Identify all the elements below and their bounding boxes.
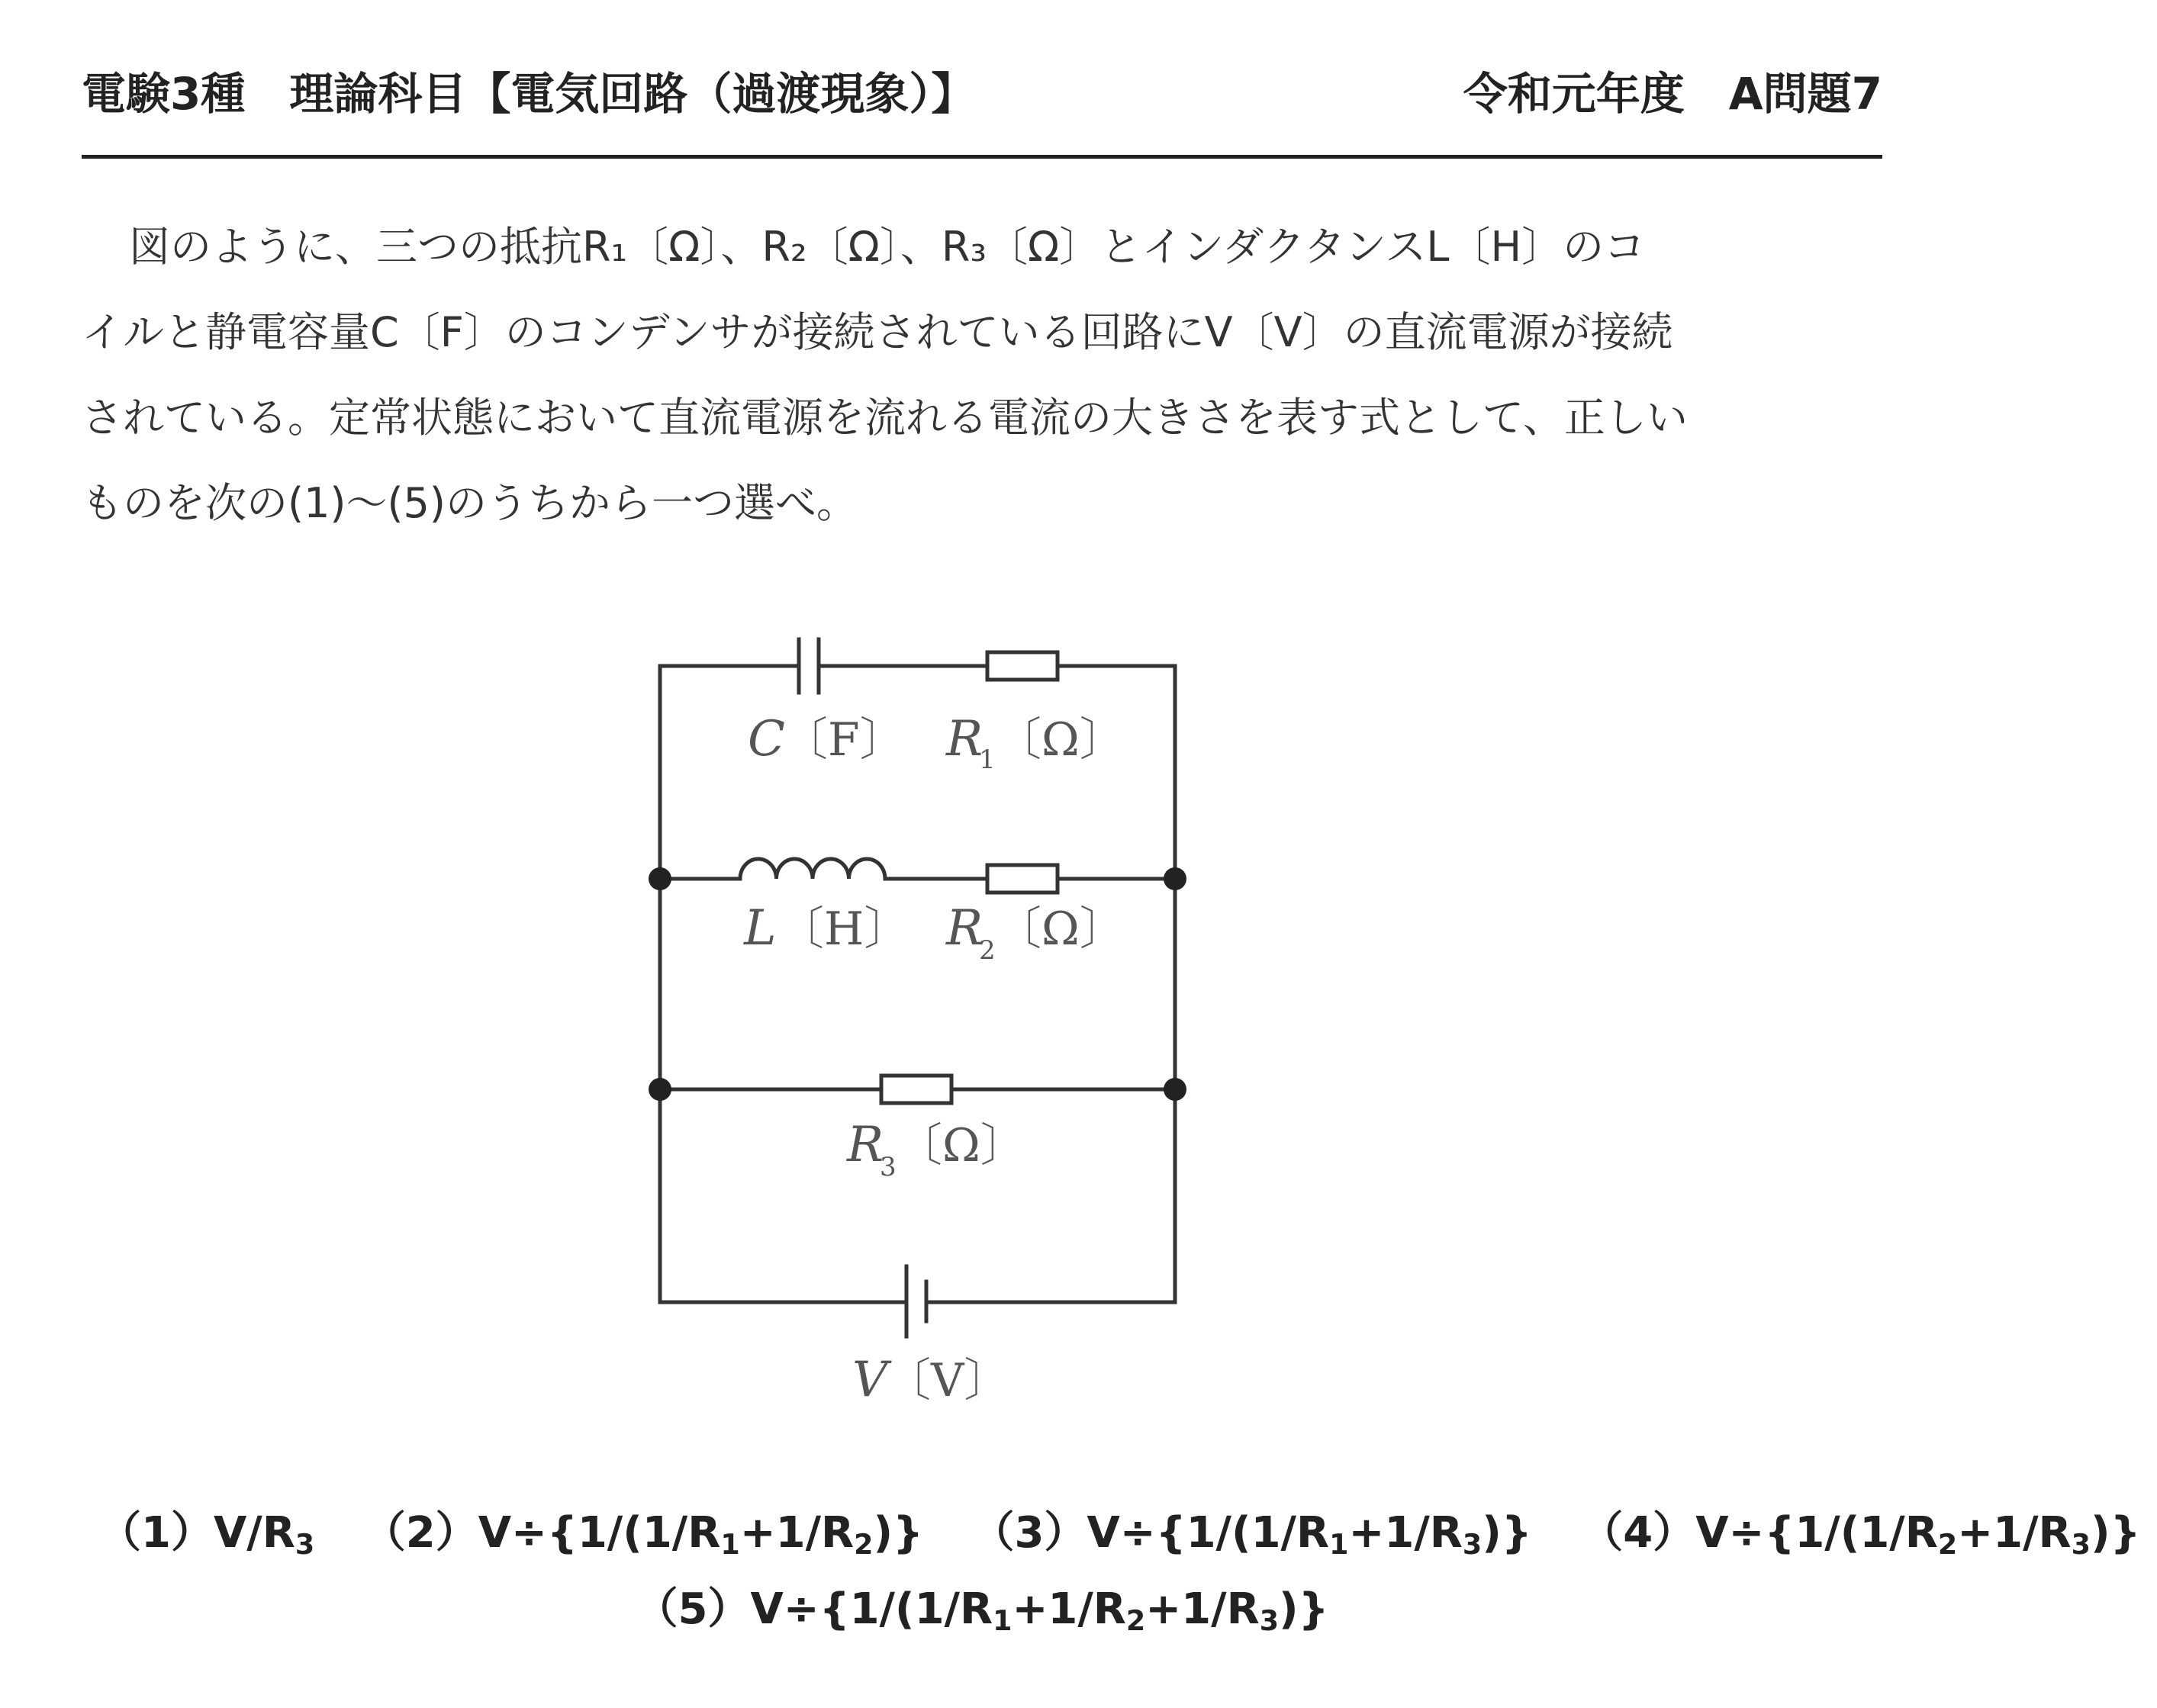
choice-number: （1） [98, 1508, 214, 1558]
choice-number: （5） [635, 1584, 751, 1634]
choice-number: （2） [362, 1508, 478, 1558]
inductor-label: L [744, 900, 777, 957]
source-label: V [852, 1352, 888, 1408]
answer-choices [82, 1495, 2141, 1648]
source-unit-label: 〔V〕 [885, 1354, 1010, 1407]
r3-unit-label: 〔Ω〕 [897, 1119, 1026, 1172]
choice-expression-part: V÷{1/(1/R [478, 1508, 721, 1558]
junction-dot-left-r3 [649, 1078, 671, 1101]
subscript: 2 [1937, 1528, 1958, 1562]
choice-expression-part: V÷{1/(1/R [1695, 1508, 1938, 1558]
choice-expression-part: +1/R [1957, 1508, 2072, 1558]
r1-label: R [946, 711, 984, 767]
page-header [82, 60, 1882, 128]
subscript: 3 [1259, 1604, 1280, 1638]
exam-reference: 令和元年度 A問題7 [1463, 68, 1882, 120]
subscript: 2 [1125, 1604, 1146, 1638]
r3-label: R [847, 1117, 884, 1173]
capacitor-label: C [748, 711, 785, 767]
choice-row-1 [82, 1495, 2141, 1571]
choice-expression-part: V/R [213, 1508, 295, 1558]
choice-expression-part: +1/R [739, 1508, 855, 1558]
subscript: 1 [1329, 1528, 1349, 1562]
choice-number: （4） [1580, 1508, 1696, 1558]
choice-expression-part: )} [1482, 1508, 1532, 1558]
inductor-unit-label: 〔H〕 [778, 902, 910, 956]
r2-subscript: 2 [979, 935, 996, 966]
choice-3 [971, 1495, 1531, 1583]
resistor-r2-symbol [987, 865, 1058, 893]
capacitor-unit-label: 〔F〕 [782, 713, 906, 767]
choice-expression-part: )} [1279, 1584, 1329, 1634]
r2-label: R [946, 900, 984, 957]
junction-dot-right-mid [1164, 867, 1186, 890]
choice-expression-part: V÷{1/(1/R [750, 1584, 993, 1634]
choice-1 [98, 1495, 314, 1583]
choice-expression-part: )} [2091, 1508, 2141, 1558]
resistor-r3-symbol [881, 1076, 951, 1103]
inductor-coil-symbol [740, 859, 885, 879]
header-divider [82, 155, 1882, 159]
subject-title: 電験3種 理論科目【電気回路（過渡現象）】 [82, 68, 976, 120]
r1-unit-label: 〔Ω〕 [996, 713, 1125, 767]
choice-expression-part: +1/R [1012, 1584, 1126, 1634]
choice-2 [363, 1495, 923, 1583]
resistor-r1-symbol [987, 652, 1058, 680]
junction-dot-left-mid [649, 867, 671, 890]
subscript: 1 [720, 1528, 740, 1562]
problem-line-4: ものを次の(1)〜(5)のうちから一つ選べ。 [82, 479, 858, 527]
subscript: 2 [854, 1528, 874, 1562]
choice-expression-part: V÷{1/(1/R [1087, 1508, 1330, 1558]
problem-line-2: イルと静電容量C〔F〕のコンデンサが接続されている回路にV〔V〕の直流電源が接続 [82, 308, 1673, 356]
choice-5 [635, 1571, 1328, 1659]
subscript: 3 [295, 1528, 315, 1562]
subscript: 1 [993, 1604, 1013, 1638]
junction-dot-right-r3 [1164, 1078, 1186, 1101]
choice-expression-part: )} [873, 1508, 923, 1558]
subscript: 3 [2071, 1528, 2091, 1562]
problem-line-1: 図のように、三つの抵抗R₁〔Ω〕、R₂〔Ω〕、R₃〔Ω〕とインダクタンスL〔H〕のコ [129, 223, 1646, 271]
choice-expression-part: +1/R [1145, 1584, 1260, 1634]
r3-subscript: 3 [880, 1152, 897, 1182]
problem-line-3: されている。定常状態において直流電源を流れる電流の大きさを表す式として、正しい [82, 394, 1688, 442]
r1-subscript: 1 [979, 745, 996, 775]
r2-unit-label: 〔Ω〕 [996, 902, 1125, 956]
subscript: 3 [1462, 1528, 1483, 1562]
problem-statement [82, 204, 1882, 546]
choice-expression-part: +1/R [1348, 1508, 1463, 1558]
choice-number: （3） [971, 1508, 1087, 1558]
choice-4 [1580, 1495, 2140, 1583]
